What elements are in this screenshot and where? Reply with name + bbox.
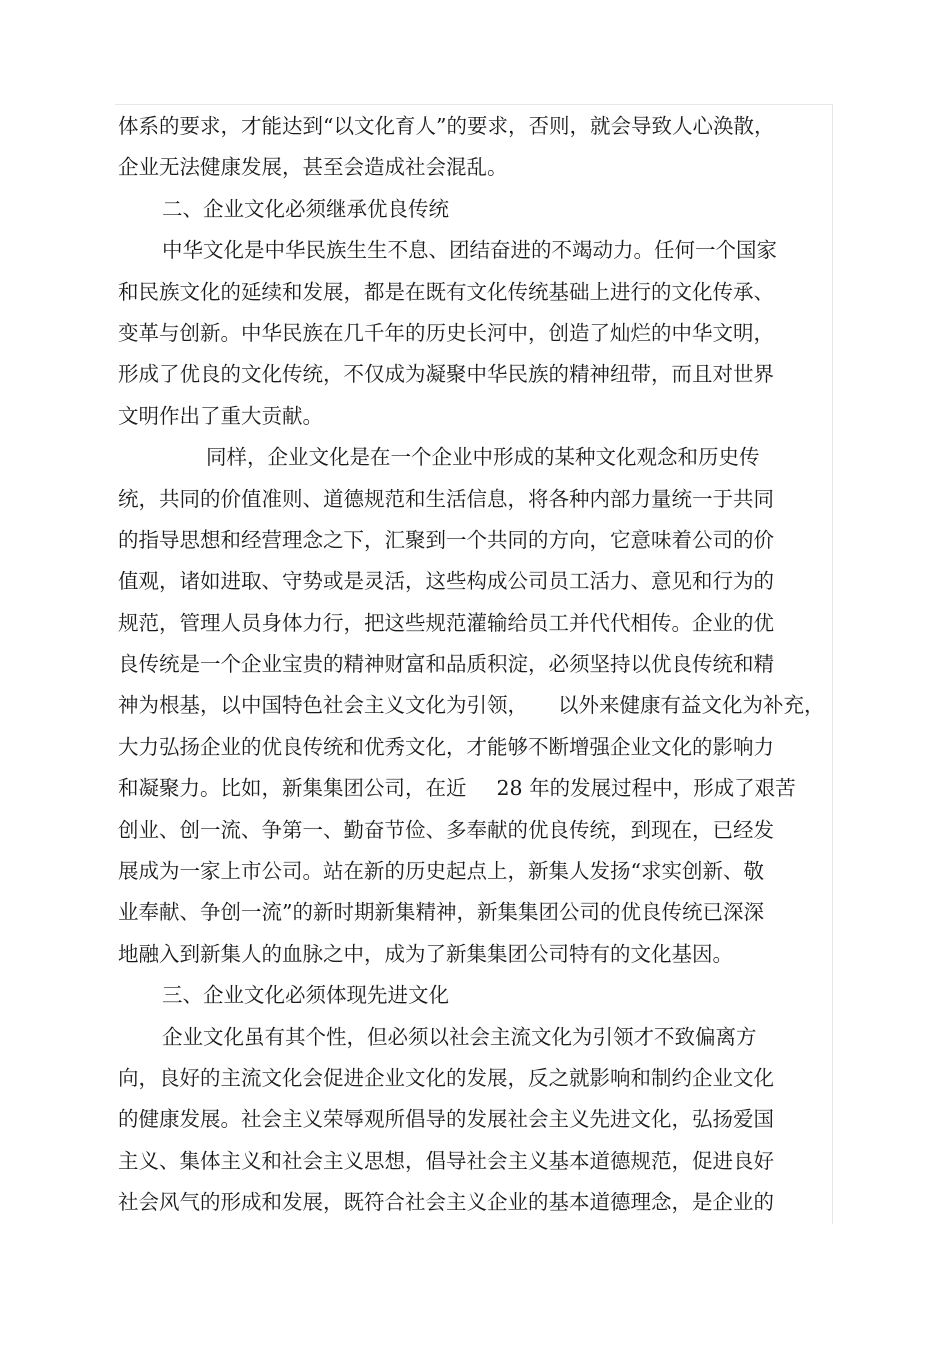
text-line: 文明作出了重大贡献。	[118, 403, 323, 428]
text-segment: 以外来健康有益文化为补充，	[558, 693, 825, 718]
text-segment: 和凝聚力。比如，新集集团公司，在近	[118, 776, 467, 801]
text-line: 业奉献、争创一流”的新时期新集精神，新集集团公司的优良传统已深深	[118, 900, 764, 925]
text-line: 良传统是一个企业宝贵的精神财富和品质积淀，必须坚持以优良传统和精	[118, 652, 774, 677]
text-line: 体系的要求，才能达到“以文化育人”的要求，否则，就会导致人心涣散，	[118, 114, 775, 138]
document-body	[118, 106, 825, 1224]
text-line: 值观，诸如进取、守势或是灵活，这些构成公司员工活力、意见和行为的	[118, 569, 774, 594]
text-line: 的指导思想和经营理念之下，汇聚到一个共同的方向，它意味着公司的价	[118, 527, 774, 552]
text-line: 大力弘扬企业的优良传统和优秀文化，才能够不断增强企业文化的影响力	[118, 734, 774, 759]
text-line: 企业文化虽有其个性，但必须以社会主流文化为引领才不致偏离方	[162, 1024, 757, 1049]
text-segment: 28 年的发展过程中，形成了艰苦	[496, 776, 796, 801]
text-line: 变革与创新。中华民族在几千年的历史长河中，创造了灿烂的中华文明，	[118, 320, 774, 345]
text-line: 创业、创一流、争第一、勤奋节俭、多奉献的优良传统，到现在，已经发	[118, 817, 774, 842]
text-line: 社会风气的形成和发展，既符合社会主义企业的基本道德理念，是企业的	[118, 1190, 774, 1215]
text-line: 统，共同的价值准则、道德规范和生活信息，将各种内部力量统一于共同	[118, 486, 774, 511]
section-heading: 二、企业文化必须继承优良传统	[162, 196, 449, 221]
text-line: 和民族文化的延续和发展，都是在既有文化传统基础上进行的文化传承、	[118, 279, 774, 304]
text-line	[118, 768, 818, 809]
text-line: 展成为一家上市公司。站在新的历史起点上，新集人发扬“求实创新、敬	[118, 859, 764, 884]
text-line: 中华文化是中华民族生生不息、团结奋进的不竭动力。任何一个国家	[162, 238, 777, 263]
text-line: 同样，企业文化是在一个企业中形成的某种文化观念和历史传	[206, 445, 760, 470]
text-line: 向，良好的主流文化会促进企业文化的发展，反之就影响和制约企业文化	[118, 1065, 774, 1090]
text-line: 的健康发展。社会主义荣辱观所倡导的发展社会主义先进文化，弘扬爱国	[118, 1107, 774, 1132]
text-segment: 神为根基，以中国特色社会主义文化为引领，	[118, 693, 528, 718]
section-heading: 三、企业文化必须体现先进文化	[162, 983, 449, 1008]
text-line: 形成了优良的文化传统，不仅成为凝聚中华民族的精神纽带，而且对世界	[118, 362, 774, 387]
text-line: 地融入到新集人的血脉之中，成为了新集集团公司特有的文化基因。	[118, 941, 733, 966]
text-line: 企业无法健康发展，甚至会造成社会混乱。	[118, 155, 508, 180]
text-line: 主义、集体主义和社会主义思想，倡导社会主义基本道德规范，促进良好	[118, 1148, 774, 1173]
text-line	[118, 685, 825, 726]
text-line: 规范，管理人员身体力行，把这些规范灌输给员工并代代相传。企业的优	[118, 610, 774, 635]
